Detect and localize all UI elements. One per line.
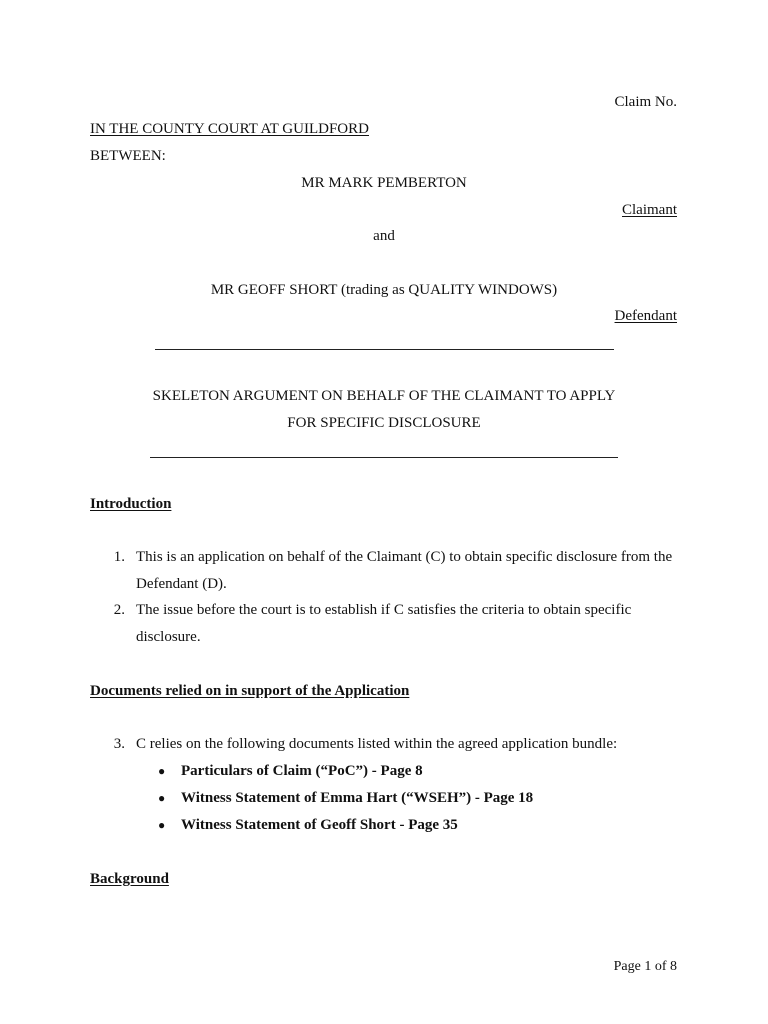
bullet-text: Witness Statement of Geoff Short - Page 35	[181, 817, 458, 833]
paragraph-line: Defendant (D).	[136, 576, 227, 592]
paragraph-line: disclosure.	[136, 629, 201, 645]
bullet-text: Witness Statement of Emma Hart (“WSEH”) - Page 18	[181, 790, 534, 806]
claimant-name: MR MARK PEMBERTON	[301, 175, 467, 191]
claim-number-label: Claim No.	[614, 94, 677, 110]
paragraph-line: The issue before the court is to establish if C satisfies the criteria to obtain specific	[136, 602, 632, 618]
document-title-line1: SKELETON ARGUMENT ON BEHALF OF THE CLAIMANT TO APPLY	[152, 388, 616, 404]
document-title-line2: FOR SPECIFIC DISCLOSURE	[287, 415, 481, 431]
title-rule-top	[155, 349, 614, 350]
list-number: 1.	[113, 549, 125, 565]
bullet-icon: ●	[158, 818, 166, 832]
bullet-icon: ●	[158, 791, 166, 805]
list-number: 3.	[113, 736, 125, 752]
bullet-icon: ●	[158, 764, 166, 778]
page-number: Page 1 of 8	[613, 959, 677, 974]
paragraph-line: This is an application on behalf of the Claimant (C) to obtain specific disclosure from the	[136, 549, 673, 565]
defendant-role: Defendant	[614, 308, 677, 324]
list-number: 2.	[113, 602, 125, 618]
background-heading: Background	[90, 871, 169, 887]
bullet-text: Particulars of Claim (“PoC”) - Page 8	[181, 763, 423, 779]
defendant-name: MR GEOFF SHORT (trading as QUALITY WINDOWS)	[210, 282, 558, 298]
court-name: IN THE COUNTY COURT AT GUILDFORD	[90, 121, 369, 137]
paragraph-line: C relies on the following documents listed within the agreed application bundle:	[136, 736, 618, 752]
documents-heading: Documents relied on in support of the Application	[90, 683, 410, 699]
claimant-role: Claimant	[622, 202, 677, 218]
between-label: BETWEEN:	[90, 148, 166, 164]
and-label: and	[373, 228, 395, 244]
introduction-heading: Introduction	[90, 496, 172, 512]
title-rule-bottom	[150, 457, 618, 458]
